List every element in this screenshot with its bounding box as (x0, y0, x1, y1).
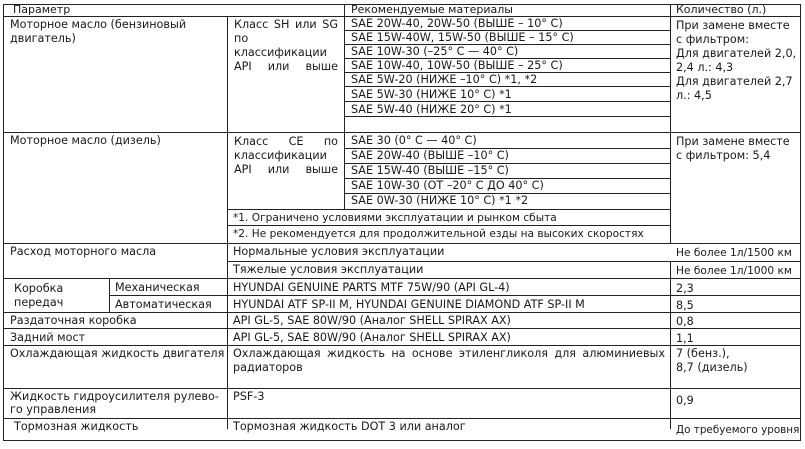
row-divider (4, 418, 800, 419)
petrol-qty-line: с фильтром: (676, 33, 749, 46)
row-divider (227, 225, 670, 226)
heavy-conditions: Тяжелые условия эксплуатации (233, 263, 424, 276)
coolant-material: Охлаждающая жидкость на основе этиленгликоля для алюминиевых (233, 347, 665, 360)
row-divider (227, 209, 670, 210)
fluids-table (3, 4, 801, 441)
brake-fluid-param: Тормозная жидкость (14, 420, 139, 433)
row-divider (4, 388, 800, 389)
oil-consumption-param: Расход моторного масла (10, 245, 157, 258)
row-divider (4, 278, 800, 279)
rear-axle-param: Задний мост (10, 331, 86, 344)
col-divider (670, 5, 671, 243)
gearbox-manual-material: HYUNDAI GENUINE PARTS MTF 75W/90 (API GL-4) (233, 281, 510, 294)
row-divider (4, 132, 800, 133)
coolant-param: Охлаждающая жидкость двигателя (10, 347, 225, 360)
col-divider (344, 16, 345, 209)
col-divider (344, 5, 345, 16)
header-materials: Рекомендуемые материалы (351, 3, 513, 16)
gearbox-param: Коробка (14, 282, 64, 295)
gearbox-auto-qty: 8,5 (676, 299, 694, 312)
power-steering-param: го управления (10, 403, 97, 416)
petrol-grade: SAE 10W-40, 10W-50 (ВЫШЕ – 25° C) (351, 59, 563, 72)
row-divider (4, 328, 800, 329)
power-steering-qty: 0,9 (676, 394, 694, 407)
col-divider (670, 261, 671, 429)
diesel-grade: SAE 20W-40 (ВЫШЕ –10° C) (351, 149, 509, 162)
rear-axle-qty: 1,1 (676, 332, 694, 345)
row-divider (344, 101, 670, 102)
diesel-grade: SAE 30 (0° C — 40° C) (351, 134, 477, 147)
transfer-case-param: Раздаточная коробка (10, 314, 137, 327)
petrol-grade: SAE 20W-40, 20W-50 (ВЫШЕ – 10° C) (351, 17, 563, 30)
diesel-qty-line: При замене вместе (676, 135, 790, 148)
gearbox-manual: Механическая (115, 281, 200, 294)
rear-axle-material: API GL-5, SAE 80W/90 (Аналог SHELL SPIRAX AX) (233, 331, 511, 344)
diesel-grade: SAE 15W-40 (ВЫШЕ –15° C) (351, 164, 509, 177)
petrol-grade: SAE 5W-40 (НИЖЕ 20° C) *1 (351, 103, 512, 116)
gearbox-auto: Автоматическая (115, 298, 212, 311)
petrol-qty-line: 2,4 л.: 4,3 (676, 61, 734, 74)
petrol-qty-line: При замене вместе (676, 19, 790, 32)
brake-fluid-qty: До требуемого уровня (676, 424, 800, 436)
normal-conditions-qty: Не более 1л/1500 км (676, 247, 792, 259)
header-param: Параметр (13, 3, 71, 16)
gearbox-manual-qty: 2,3 (676, 282, 694, 295)
coolant-material: радиаторов (233, 361, 303, 374)
coolant-qty: 7 (бенз.), (676, 347, 730, 360)
row-divider (109, 295, 800, 296)
row-divider (4, 312, 800, 313)
footnote: *1. Ограничено условиями эксплуатации и рынком сбыта (233, 212, 557, 224)
diesel-oil-param: Моторное масло (дизель) (10, 134, 161, 147)
row-divider (4, 345, 800, 346)
row-divider (344, 86, 670, 87)
power-steering-param: Жидкость гидроусилителя рулево- (10, 390, 219, 403)
coolant-qty: 8,7 (дизель) (676, 361, 748, 374)
transfer-case-qty: 0,8 (676, 315, 694, 328)
row-divider (4, 243, 800, 244)
gearbox-auto-material: HYUNDAI ATF SP-II M, HYUNDAI GENUINE DIAMOND ATF SP-II M (233, 298, 585, 311)
row-divider (344, 116, 670, 117)
petrol-qty-line: л.: 4,5 (676, 89, 712, 102)
col-divider (227, 16, 228, 243)
brake-fluid-material: Тормозная жидкость DOT 3 или аналог (233, 420, 466, 433)
petrol-qty-line: Для двигателей 2,7 (676, 75, 793, 88)
diesel-grade: SAE 10W-30 (ОТ –20° C ДО 40° C) (351, 179, 544, 192)
heavy-conditions-qty: Не более 1л/1000 км (676, 265, 792, 277)
col-divider (227, 243, 228, 429)
diesel-qty-line: с фильтром: 5,4 (676, 149, 771, 162)
petrol-oil-class: Класс SH или SG по классификации API или выше (234, 18, 338, 73)
diesel-grade: SAE 0W-30 (НИЖЕ 10° C) *1 *2 (351, 194, 529, 207)
petrol-grade: SAE 5W-30 (НИЖЕ 10° C) *1 (351, 88, 512, 101)
row-divider (227, 261, 800, 262)
gearbox-param: передач (14, 296, 64, 309)
petrol-oil-param: Моторное масло (бензиновый двигатель) (10, 18, 187, 45)
col-divider (109, 278, 110, 312)
petrol-grade: SAE 5W-20 (НИЖЕ –10° C) *1, *2 (351, 73, 538, 86)
header-qty: Количество (л.) (676, 3, 767, 16)
power-steering-material: PSF-3 (233, 390, 265, 403)
petrol-qty-line: Для двигателей 2,0, (676, 47, 797, 60)
petrol-grade: SAE 15W-40W, 15W-50 (ВЫШЕ – 15° C) (351, 31, 574, 44)
normal-conditions: Нормальные условия эксплуатации (233, 245, 445, 258)
petrol-grade: SAE 10W-30 (–25° C — 40° C) (351, 45, 519, 58)
footnote: *2. Не рекомендуется для продолжительной езды на высоких скоростях (233, 228, 644, 240)
transfer-case-material: API GL-5, SAE 80W/90 (Аналог SHELL SPIRAX AX) (233, 314, 511, 327)
diesel-oil-class: Класс CE по классификации API или выше (234, 135, 338, 176)
